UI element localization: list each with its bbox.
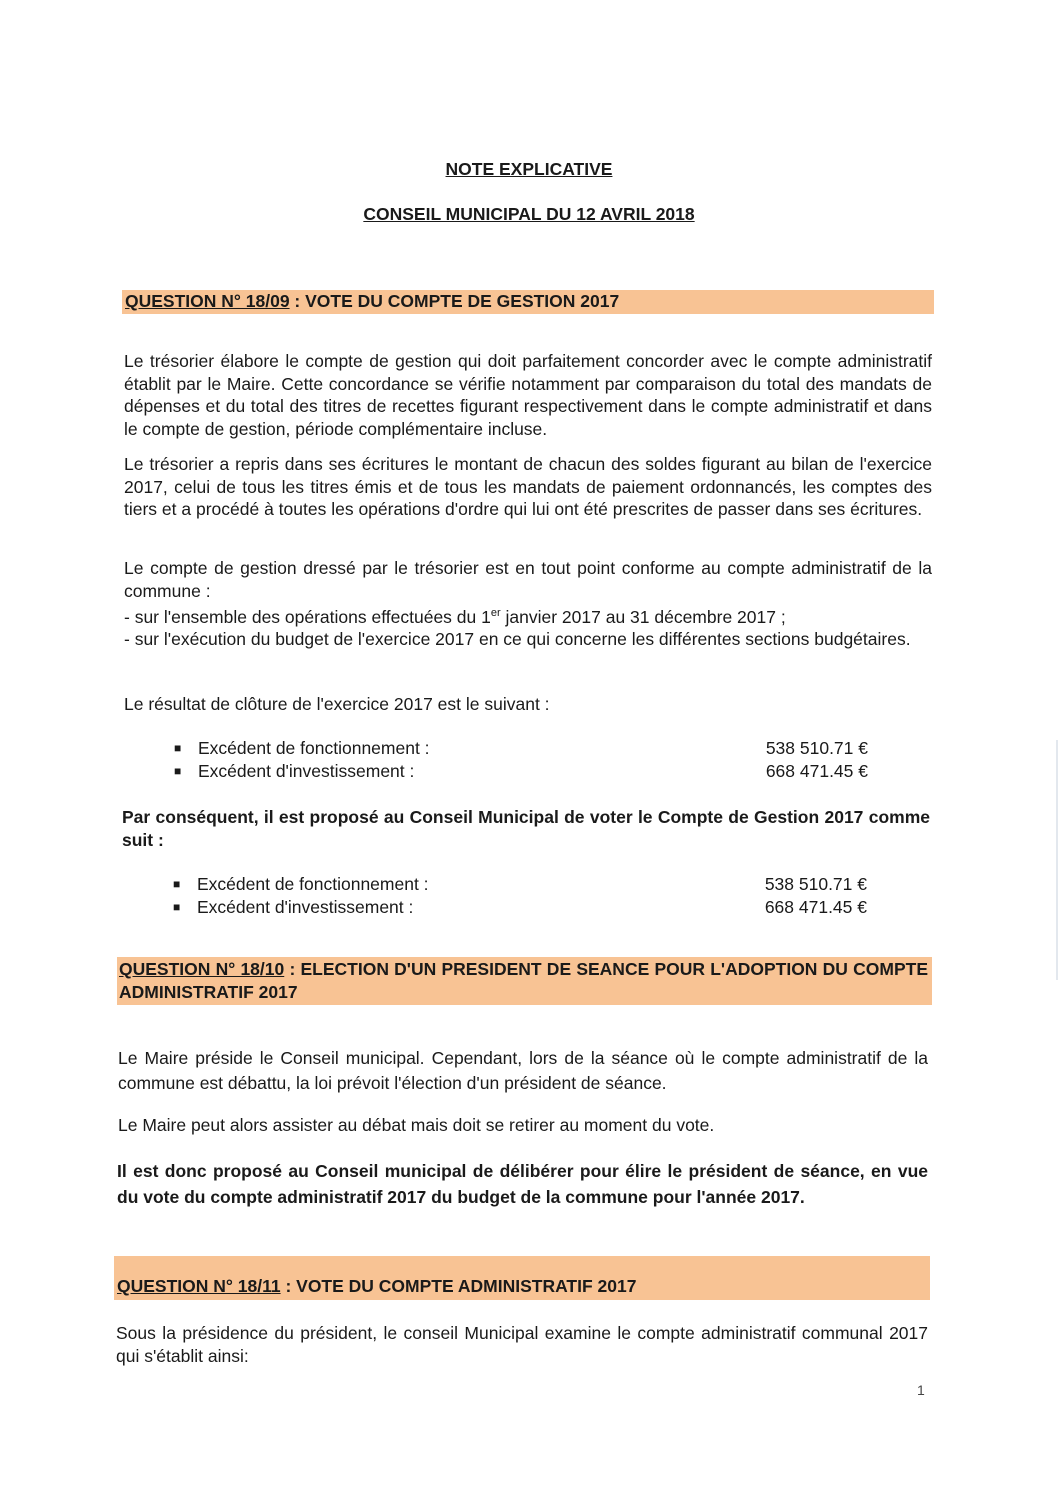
bullet-icon: ■ [174, 741, 182, 755]
paragraph: Sous la présidence du président, le conseil Municipal examine le compte administratif communal 2017 qui s'établit ainsi: [116, 1323, 928, 1366]
page-number: 1 [917, 1382, 925, 1398]
bullet-icon: ■ [174, 764, 182, 778]
question-title: : ELECTION D'UN PRESIDENT DE SEANCE POUR L'ADOPTION DU COMPTE ADMINISTRATIF 2017 [119, 959, 928, 1002]
list-item: ■ Excédent d'investissement : 668 471.45 € [174, 761, 868, 781]
list-item: ■ Excédent de fonctionnement : 538 510.71 € [173, 874, 867, 894]
question-number: QUESTION N° 18/09 [125, 291, 290, 311]
paragraph: Le résultat de clôture de l'exercice 2017 est le suivant : [124, 694, 550, 714]
list-item: ■ Excédent d'investissement : 668 471.45 € [173, 897, 867, 917]
paragraph: Le compte de gestion dressé par le trésorier est en tout point conforme au compte administratif de la commune : [124, 558, 932, 601]
paragraph: Le trésorier a repris dans ses écritures le montant de chacun des soldes figurant au bilan de l'exercice 2017, celui de tous les titres émis et de tous les mandats de paiement ordonnancés, les comptes des tiers et a procédé à toutes les opérations d'ordre qui lui ont été prescrites de passer dans ses écritures. [124, 454, 932, 519]
question-title: : VOTE DU COMPTE ADMINISTRATIF 2017 [280, 1276, 637, 1296]
question-number: QUESTION N° 18/11 [117, 1276, 281, 1296]
proposal-text: Il est donc proposé au Conseil municipal de délibérer pour élire le président de séance, en vue du vote du compte administratif 2017 du budget de la commune pour l'année 2017. [117, 1161, 928, 1207]
document-title: NOTE EXPLICATIVE [445, 159, 613, 179]
bullet-icon: ■ [173, 900, 181, 914]
results-list [174, 737, 868, 783]
question-heading-18-10 [117, 957, 932, 1005]
paragraph-block [124, 557, 932, 651]
paragraph: Le trésorier élabore le compte de gestion qui doit parfaitement concorder avec le compte administratif établit par le Maire. Cette concordance se vérifie notamment par comparaison du total des mandats de dépenses et du total des titres de recettes figurant respectivement dans le compte administratif et dans le compte de gestion, période complémentaire incluse. [124, 351, 932, 439]
question-title: : VOTE DU COMPTE DE GESTION 2017 [289, 291, 620, 311]
results-list [173, 873, 867, 919]
question-number: QUESTION N° 18/10 [119, 959, 285, 979]
paragraph: Le Maire peut alors assister au débat mais doit se retirer au moment du vote. [118, 1115, 715, 1135]
question-heading-18-11 [114, 1256, 930, 1300]
paragraph-line: - sur l'exécution du budget de l'exercice 2017 en ce qui concerne les différentes sections budgétaires. [124, 629, 911, 650]
paragraph: Le Maire préside le Conseil municipal. Cependant, lors de la séance où le compte administratif de la commune est débattu, la loi prévoit l'élection d'un président de séance. [118, 1048, 928, 1093]
bullet-icon: ■ [173, 877, 181, 891]
document-subtitle: CONSEIL MUNICIPAL DU 12 AVRIL 2018 [363, 204, 695, 224]
paragraph-line: - sur l'ensemble des opérations effectuées du 1er janvier 2017 au 31 décembre 2017 ; [124, 606, 786, 627]
question-heading-18-09 [122, 290, 934, 314]
list-item: ■ Excédent de fonctionnement : 538 510.71 € [174, 738, 868, 758]
proposal-text: Par conséquent, il est proposé au Conseil Municipal de voter le Compte de Gestion 2017 comme suit : [122, 807, 930, 850]
